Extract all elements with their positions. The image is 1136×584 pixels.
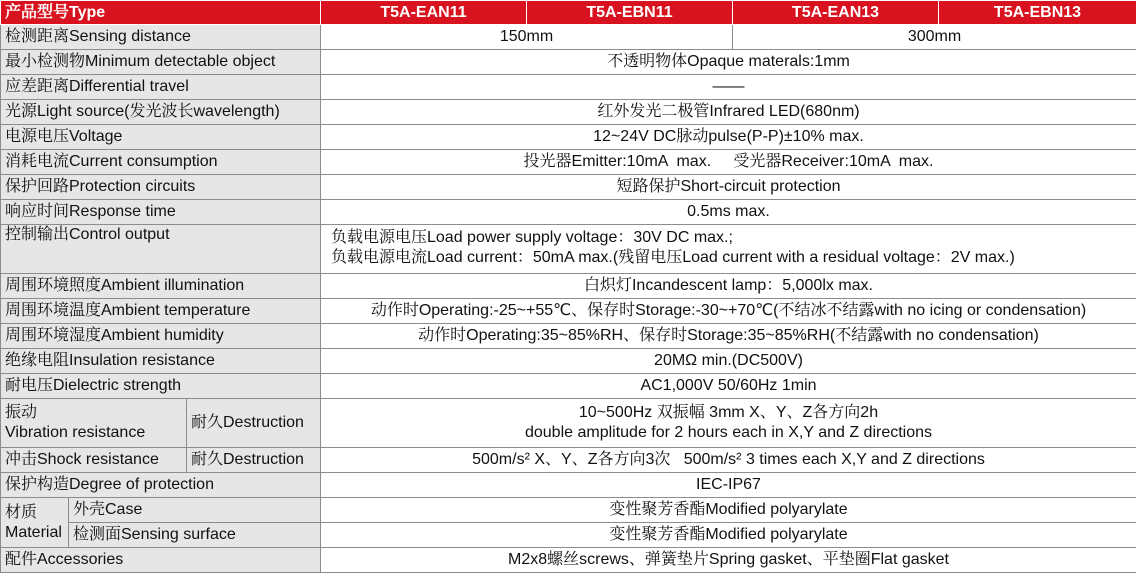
row-label: 响应时间Response time	[1, 200, 321, 225]
table-row	[1, 175, 1136, 200]
table-row	[1, 473, 1136, 498]
row-value: 150mm	[321, 25, 733, 50]
model-name: T5A-EBN13	[939, 1, 1136, 25]
row-value: 20MΩ min.(DC500V)	[321, 349, 1136, 374]
row-label: 保护回路Protection circuits	[1, 175, 321, 200]
material-label-line: 材质	[5, 503, 38, 521]
vibration-line: 10~500Hz 双振幅 3mm X、Y、Z各方向2h	[578, 404, 879, 421]
table-row	[1, 498, 1136, 523]
row-value: 白炽灯Incandescent lamp：5,000lx max.	[321, 274, 1136, 299]
table-row	[1, 50, 1136, 75]
model-name: T5A-EAN13	[733, 1, 939, 25]
row-value: ——	[321, 75, 1136, 100]
material-label-line: Material	[5, 523, 62, 541]
row-label: 周围环境湿度Ambient humidity	[1, 324, 321, 349]
vibration-label-line: Vibration resistance	[5, 424, 146, 441]
table-row	[1, 200, 1136, 225]
vibration-label-line: 振动	[5, 404, 38, 421]
model-name: T5A-EBN11	[527, 1, 733, 25]
table-row	[1, 448, 1136, 473]
row-value	[321, 225, 1136, 274]
row-value: 300mm	[733, 25, 1136, 50]
sub-label: 外壳Case	[69, 498, 321, 523]
row-value: IEC-IP67	[321, 473, 1136, 498]
table-row	[1, 125, 1136, 150]
table-row	[1, 523, 1136, 548]
row-label	[1, 399, 187, 448]
row-label: 消耗电流Current consumption	[1, 150, 321, 175]
row-value: 12~24V DC脉动pulse(P-P)±10% max.	[321, 125, 1136, 150]
row-label: 周围环境温度Ambient temperature	[1, 299, 321, 324]
row-label: 应差距离Differential travel	[1, 75, 321, 100]
row-value: M2x8螺丝screws、弹簧垫片Spring gasket、平垫圈Flat gasket	[321, 548, 1136, 573]
row-value: AC1,000V 50/60Hz 1min	[321, 374, 1136, 399]
row-label: 最小检测物Minimum detectable object	[1, 50, 321, 75]
row-value: 投光器Emitter:10mA max. 受光器Receiver:10mA max.	[321, 150, 1136, 175]
table-row	[1, 299, 1136, 324]
table-row	[1, 349, 1136, 374]
row-label: 配件Accessories	[1, 548, 321, 573]
table-row	[1, 399, 1136, 448]
table-row	[1, 225, 1136, 274]
table-row	[1, 374, 1136, 399]
row-label	[1, 498, 69, 548]
row-label: 控制输出Control output	[1, 225, 321, 274]
header-row	[1, 1, 1136, 25]
control-output-line: 负载电源电压Load power supply voltage：30V DC max.;	[331, 229, 733, 246]
row-value: 变性聚芳香酯Modified polyarylate	[321, 523, 1136, 548]
row-value: 不透明物体Opaque materals:1mm	[321, 50, 1136, 75]
row-label: 检测距离Sensing distance	[1, 25, 321, 50]
table-row	[1, 324, 1136, 349]
table-row	[1, 75, 1136, 100]
control-output-line: 负载电源电流Load current：50mA max.(残留电压Load current with a residual voltage：2V max.)	[331, 249, 1015, 266]
type-label: 产品型号Type	[1, 1, 321, 25]
row-value: 0.5ms max.	[321, 200, 1136, 225]
table-row	[1, 100, 1136, 125]
table-row	[1, 548, 1136, 573]
sub-label: 耐久Destruction	[187, 399, 321, 448]
row-value: 红外发光二极管Infrared LED(680nm)	[321, 100, 1136, 125]
table-row	[1, 274, 1136, 299]
table-row	[1, 25, 1136, 50]
sub-label: 检测面Sensing surface	[69, 523, 321, 548]
sub-label: 耐久Destruction	[187, 448, 321, 473]
row-label: 耐电压Dielectric strength	[1, 374, 321, 399]
row-label: 绝缘电阻Insulation resistance	[1, 349, 321, 374]
row-value: 500m/s² X、Y、Z各方向3次 500m/s² 3 times each X,Y and Z directions	[321, 448, 1136, 473]
row-value: 动作时Operating:35~85%RH、保存时Storage:35~85%RH(不结露with no condensation)	[321, 324, 1136, 349]
row-value: 短路保护Short-circuit protection	[321, 175, 1136, 200]
row-value: 变性聚芳香酯Modified polyarylate	[321, 498, 1136, 523]
row-label: 电源电压Voltage	[1, 125, 321, 150]
row-label: 保护构造Degree of protection	[1, 473, 321, 498]
row-label: 光源Light source(发光波长wavelength)	[1, 100, 321, 125]
vibration-line: double amplitude for 2 hours each in X,Y and Z directions	[524, 424, 933, 441]
row-value	[321, 399, 1136, 448]
row-label: 周围环境照度Ambient illumination	[1, 274, 321, 299]
model-name: T5A-EAN11	[321, 1, 527, 25]
table-row	[1, 150, 1136, 175]
row-label: 冲击Shock resistance	[1, 448, 187, 473]
row-value: 动作时Operating:-25~+55℃、保存时Storage:-30~+70℃(不结冰不结露with no icing or condensation)	[321, 299, 1136, 324]
